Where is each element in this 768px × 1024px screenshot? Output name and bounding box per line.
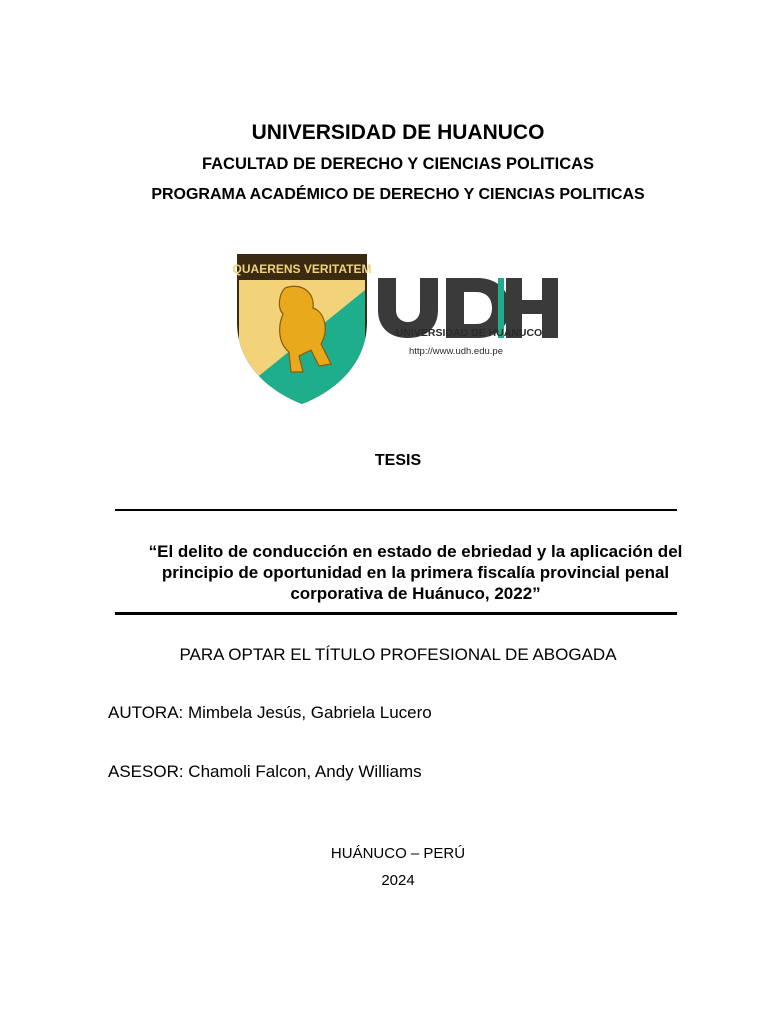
year-line: 2024 [381, 872, 415, 889]
advisor-line: ASESOR: Chamoli Falcon, Andy Williams [108, 762, 422, 781]
udh-logo-name: UNIVERSIDAD DE HUANUCO [395, 327, 543, 339]
udh-logo [376, 272, 566, 362]
degree-line: PARA OPTAR EL TÍTULO PROFESIONAL DE ABOGADA [179, 645, 617, 664]
udh-logo-url: http://www.udh.edu.pe [408, 346, 504, 357]
shield-motto: QUAERENS VERITATEM [233, 262, 371, 276]
faculty-title: FACULTAD DE DERECHO Y CIENCIAS POLITICAS [201, 155, 595, 173]
program-title: PROGRAMA ACADÉMICO DE DERECHO Y CIENCIAS POLITICAS [151, 186, 645, 203]
document-type: TESIS [374, 452, 422, 469]
title-divider-bottom [115, 612, 677, 615]
title-divider-top [115, 509, 677, 511]
university-title: UNIVERSIDAD DE HUANUCO [251, 121, 545, 144]
university-shield-logo [233, 252, 371, 406]
thesis-title: “El delito de conducción en estado de ebriedad y la aplicación del principio de oportunidad en la primera fiscalía provincial penal corporativa de Huánuco, 2022” [148, 542, 683, 603]
author-line: AUTORA: Mimbela Jesús, Gabriela Lucero [108, 703, 432, 722]
place-line: HUÁNUCO – PERÚ [330, 845, 466, 862]
